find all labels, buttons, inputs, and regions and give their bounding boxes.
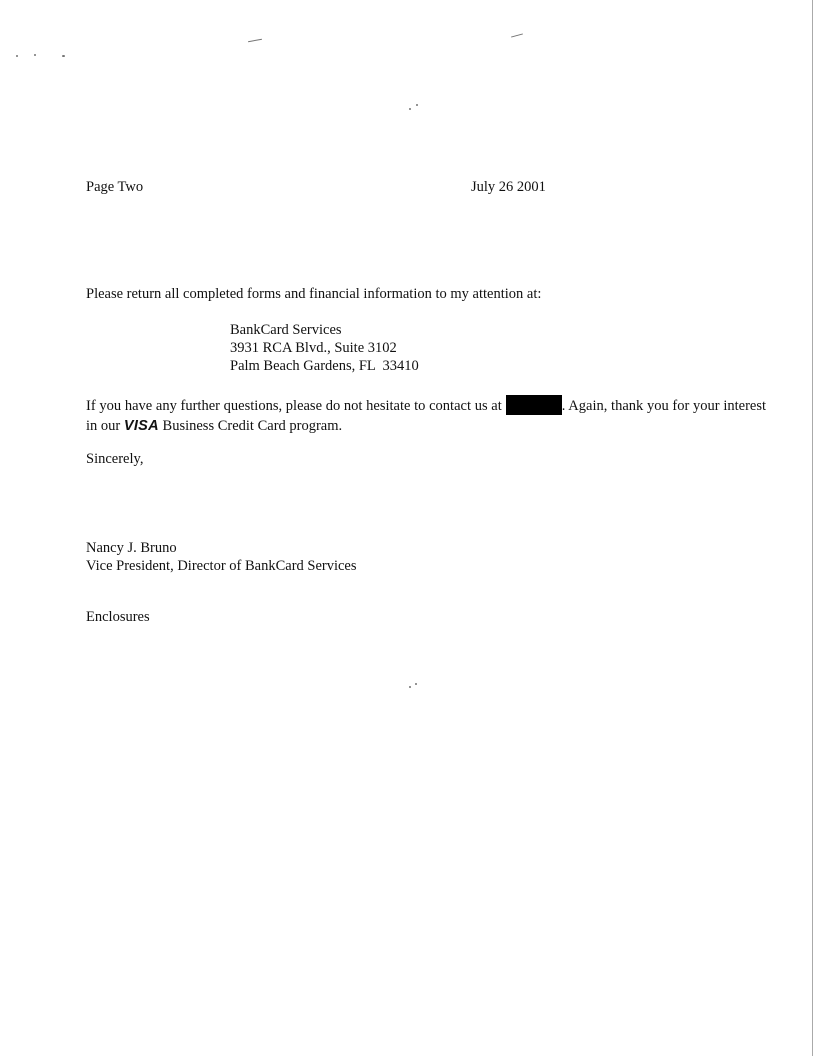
salutation: Sincerely, — [86, 451, 144, 467]
redacted-phone-block — [506, 395, 562, 415]
scan-speck — [416, 104, 418, 106]
scan-speck — [415, 683, 417, 685]
intro-text: Please return all completed forms and financial information to my attention at: — [86, 286, 542, 302]
enclosures-label: Enclosures — [86, 609, 150, 625]
questions-text-end: Business Credit Card program. — [162, 418, 343, 434]
signer-title: Vice President, Director of BankCard Services — [86, 558, 357, 574]
scan-edge-line — [812, 0, 813, 1056]
scan-speck — [34, 54, 36, 56]
visa-brand: VISA — [123, 418, 159, 434]
questions-text-after: . Again, thank you for your interest in our — [86, 398, 766, 434]
signer-name: Nancy J. Bruno — [86, 540, 177, 556]
questions-text-before: If you have any further questions, please do not hesitate to contact us at — [86, 398, 502, 414]
scan-speck — [409, 686, 411, 688]
letter-date: July 26 2001 — [471, 179, 546, 195]
scan-speck — [62, 55, 65, 57]
scan-speck — [511, 33, 523, 37]
scan-speck — [409, 108, 411, 110]
scan-speck — [248, 39, 262, 42]
scan-speck — [16, 55, 18, 57]
address-line: BankCard Services — [230, 322, 342, 338]
address-line: Palm Beach Gardens, FL 33410 — [230, 358, 419, 374]
address-line: 3931 RCA Blvd., Suite 3102 — [230, 340, 397, 356]
page-label: Page Two — [86, 179, 144, 195]
questions-paragraph — [86, 395, 766, 436]
